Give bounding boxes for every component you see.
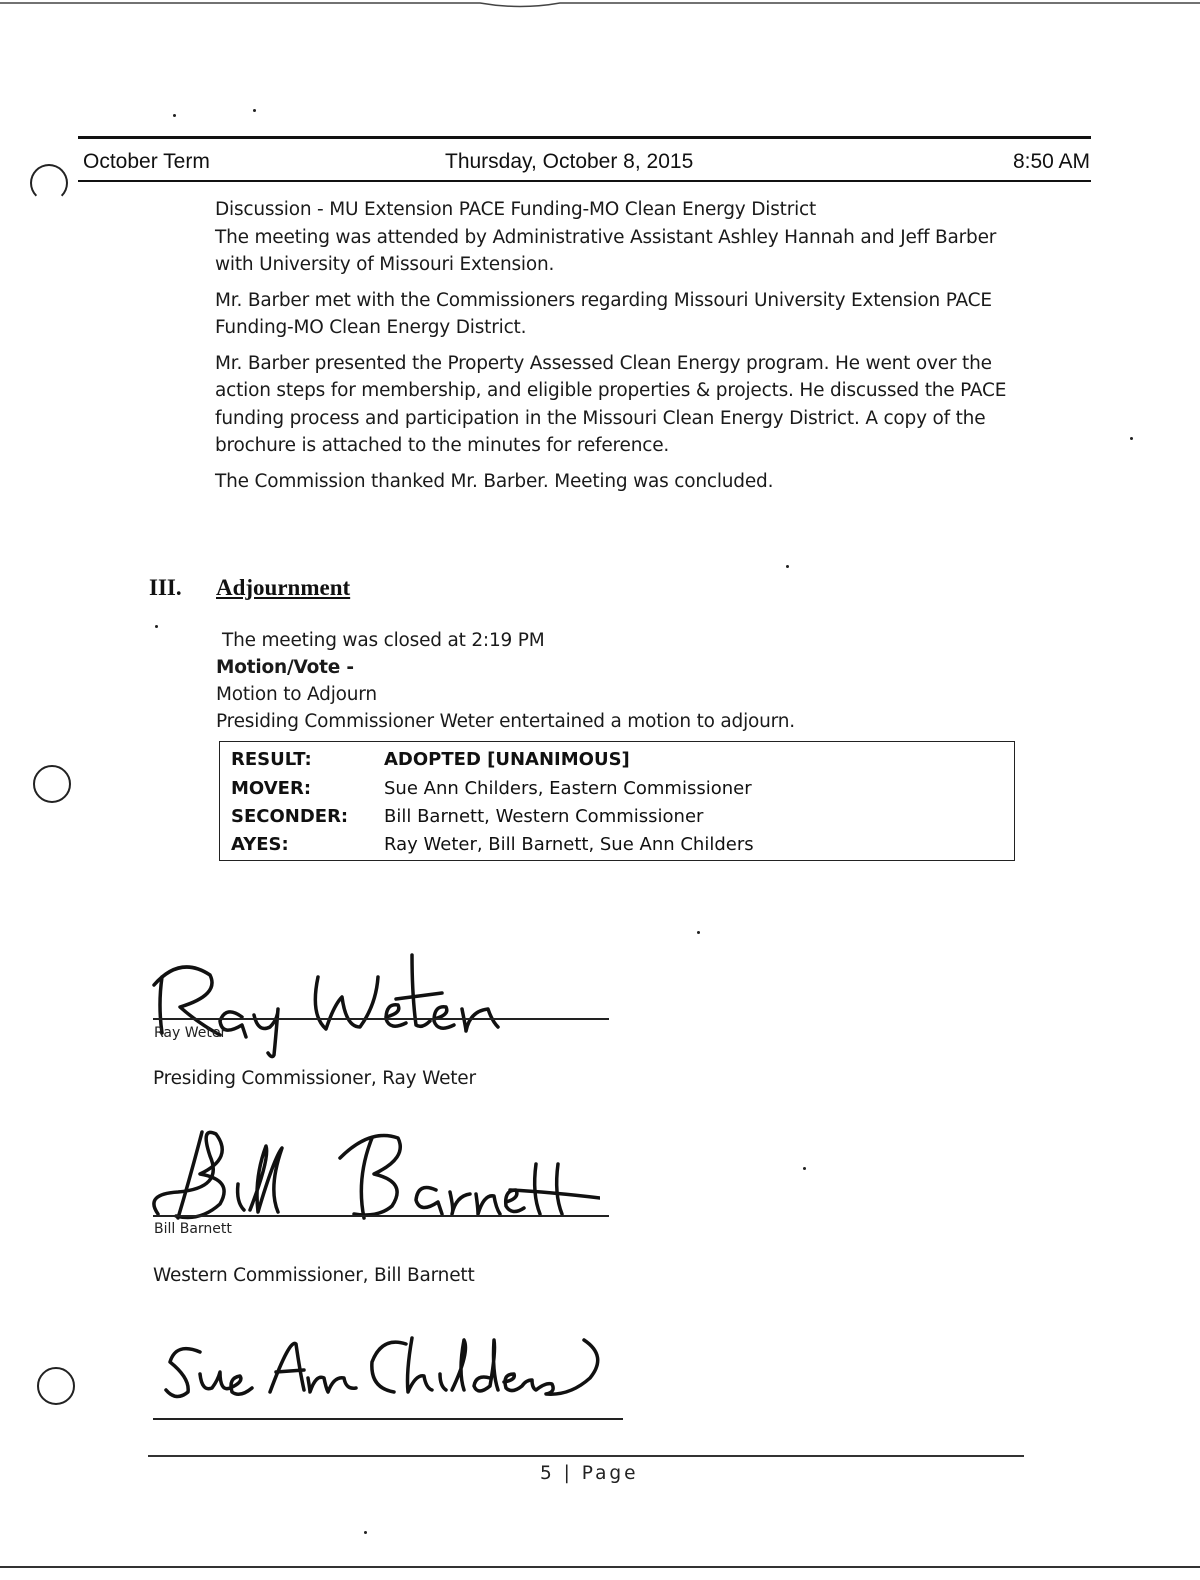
signature-line — [153, 1018, 609, 1020]
scan-speck — [803, 1167, 806, 1170]
vote-label: SECONDER: — [231, 806, 349, 827]
vote-result-table — [219, 741, 1015, 861]
text-line: The meeting was attended by Administrative Assistant Ashley Hannah and Jeff Barber — [215, 226, 997, 248]
discussion-paragraph — [215, 224, 1006, 279]
entertained-text: Presiding Commissioner Weter entertained a motion to adjourn. — [216, 711, 795, 732]
vote-label: RESULT: — [231, 749, 312, 770]
discussion-paragraph — [215, 287, 1006, 342]
text-line: Mr. Barber presented the Property Assessed Clean Energy program. He went over the — [215, 352, 992, 374]
signature-line — [153, 1215, 609, 1217]
section-title: Adjournment — [216, 575, 351, 600]
text-line: The Commission thanked Mr. Barber. Meeting was concluded. — [215, 470, 774, 492]
signature-title: Presiding Commissioner, Ray Weter — [153, 1068, 476, 1089]
scan-speck — [786, 565, 789, 568]
text-line: funding process and participation in the Missouri Clean Energy District. A copy of the — [215, 407, 986, 429]
vote-value: ADOPTED [UNANIMOUS] — [384, 749, 630, 770]
discussion-section — [215, 196, 1006, 503]
text-line: action steps for membership, and eligible properties & projects. He discussed the PACE — [215, 380, 1007, 401]
scan-speck — [697, 931, 700, 934]
adjournment-body — [216, 627, 795, 735]
vote-row-result — [220, 746, 1014, 774]
header-time: 8:50 AM — [1012, 150, 1090, 173]
text-line: Funding-MO Clean Energy District. — [215, 317, 527, 338]
signature-title: Western Commissioner, Bill Barnett — [153, 1265, 475, 1286]
header-bottom-rule — [78, 180, 1091, 182]
vote-label: AYES: — [231, 834, 289, 855]
vote-value: Ray Weter, Bill Barnett, Sue Ann Childers — [384, 834, 754, 855]
scan-top-edge — [0, 0, 1200, 10]
header-date: Thursday, October 8, 2015 — [445, 150, 694, 173]
motion-vote-label: Motion/Vote - — [216, 657, 354, 678]
section-number: III. — [149, 575, 182, 600]
discussion-title: Discussion - MU Extension PACE Funding-MO Clean Energy District — [215, 199, 817, 220]
scan-speck — [173, 114, 176, 117]
signature-ray-weter — [150, 935, 530, 1065]
scan-speck — [364, 1531, 367, 1534]
vote-value: Sue Ann Childers, Eastern Commissioner — [384, 778, 752, 799]
scan-speck — [155, 625, 158, 628]
discussion-paragraph — [215, 468, 1006, 496]
signature-line — [153, 1418, 623, 1420]
closed-time-text: The meeting was closed at 2:19 PM — [222, 630, 545, 651]
punch-hole-top — [30, 164, 68, 202]
page-number: 5 | Page — [540, 1463, 639, 1484]
signature-printed-name: Ray Weter — [154, 1025, 227, 1041]
vote-label: MOVER: — [231, 778, 312, 799]
text-line: Mr. Barber met with the Commissioners regarding Missouri University Extension PACE — [215, 289, 992, 311]
punch-hole-bottom — [37, 1367, 75, 1405]
vote-value: Bill Barnett, Western Commissioner — [384, 806, 704, 827]
scan-bottom-edge — [0, 1566, 1200, 1568]
header-top-rule — [78, 136, 1091, 139]
scan-speck — [253, 109, 256, 112]
footer-rule — [148, 1455, 1024, 1457]
vote-row-ayes — [220, 831, 1014, 859]
punch-hole-middle — [33, 765, 71, 803]
scan-speck — [1130, 437, 1133, 440]
text-line: brochure is attached to the minutes for reference. — [215, 435, 670, 456]
vote-row-mover — [220, 775, 1014, 803]
signature-sue-ann-childers — [160, 1322, 610, 1412]
discussion-paragraph — [215, 350, 1006, 460]
motion-text: Motion to Adjourn — [216, 684, 377, 705]
vote-row-seconder — [220, 803, 1014, 831]
text-line: with University of Missouri Extension. — [215, 254, 555, 275]
header-term: October Term — [83, 150, 210, 173]
signature-printed-name: Bill Barnett — [154, 1221, 232, 1237]
